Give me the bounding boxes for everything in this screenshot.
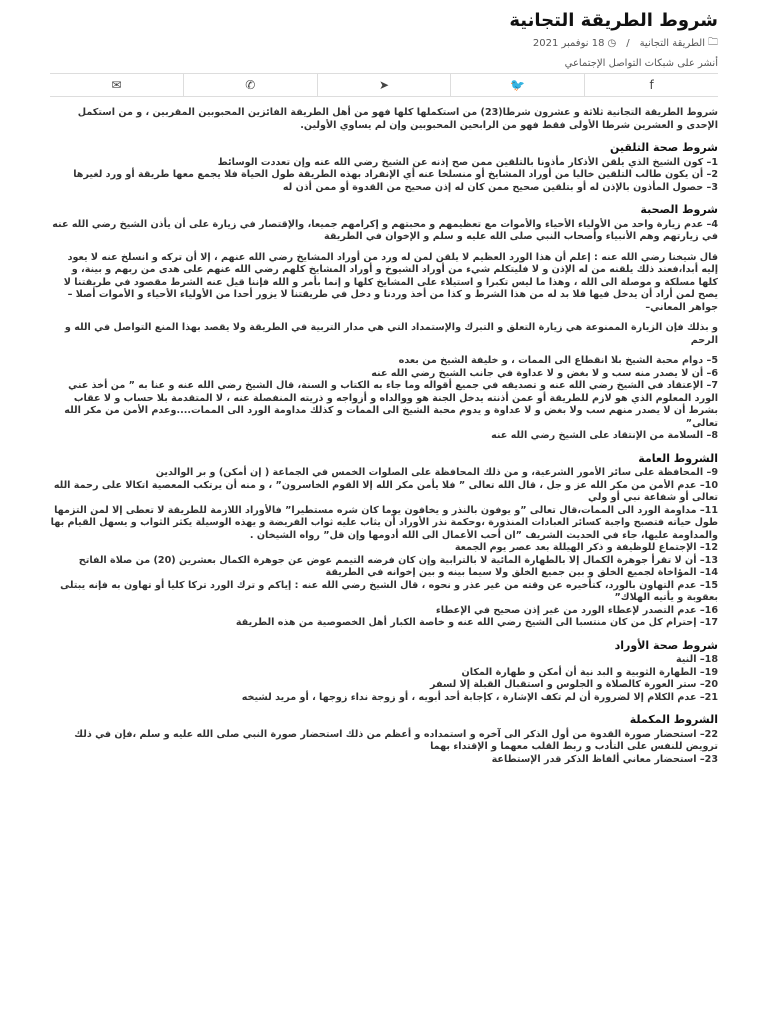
list-item: 4– عدم زيارة واحد من الأولياء الأحياء والأموات مع تعظيمهم و محبتهم و إكرامهم جميعا، والإقتصار في زيارة على أن يأذن الشيخ رضي الله عنه في زيارتهم وهم الأنبياء وأصحاب النبي صلى الله عليه و سلم و الإخوان في الطريقة <box>52 218 718 242</box>
category-link[interactable]: 🗀 الطريقة التجانية <box>640 35 718 52</box>
list-item: 21– عدم الكلام إلا لضرورة أن لم تكف الإشارة ، كإجابة أحد أبويه ، أو زوجة نداء زوجها ، أو مريد لشيخه <box>241 691 718 703</box>
list-item: 23– استحضار معاني ألفاظ الذكر قدر الإستطاعة <box>491 753 718 765</box>
list-item: 18– النية <box>675 654 718 665</box>
share-label: أنشر على شبكات التواصل الإجتماعي <box>564 58 718 69</box>
list-item: 8– السلامة من الإنتقاد على الشيخ رضي الله عنه <box>491 430 718 441</box>
facebook-icon: f <box>649 78 654 92</box>
quote-followup: و بذلك فإن الزيارة الممنوعة هي زيارة التعلق و التبرك والإستمداد التي هي مدار التربية في الطريقة ولا يقصد بهذا المنع التواصل في الله و الرحم <box>64 322 718 346</box>
section-heading: الشروط العامة <box>638 451 718 465</box>
article-meta <box>50 35 718 52</box>
quote-paragraph: قال شيخنا رضي الله عنه : إعلم أن هذا الورد العظيم لا يلقن لمن له ورد من أوراد المشايخ رضي الله عنهم ، إلا أن تركه و انسلخ عنه لا يعود إليه أبدا،فعند ذلك يلقنه من له الإذن و لا فليتكلم شيء من أوراد الشيوخ و أوراد المشايخ كلهم رضي الله عنهم على هدى من ربهم و بينة، و كلها مسلكة و موصلة الى الله ، وهذا ما ليس تكبرا و استيلاء على المشايخ كلها و إنما بأمر و الله فإننا قيل عنه الشرط مقصود في طريقتنا لا يصح لمن أراد أن يدخل فيها فلا بد له من هذا الشرط و كذا من أخذ وردنا و دخل في طريقتنا لا يزور أحدا من الأولياء الأحياء و الأموات أصلا –جواهر المعاني– <box>63 251 718 313</box>
list-item: 1– كون الشيخ الذي يلقن الأذكار مأذونا بالتلقين ممن صح إذنه عن الشيخ رضي الله عنه وإن تعددت الوسائط <box>217 156 718 168</box>
messenger-icon: ✉ <box>111 78 122 92</box>
list-item: 2– أن يكون طالب التلقين خاليا من أوراد المشايخ أو منسلخا عنه أي الإنفراد بهذه الطريقة طول الحياة فلا يجمع معها طريقة أو ورد لغيرها <box>73 169 718 180</box>
article-page <box>50 0 718 1024</box>
section-heading: شروط صحة التلقين <box>610 141 718 154</box>
twitter-icon: 🐦 <box>510 78 526 92</box>
telegram-icon: ➤ <box>378 78 390 92</box>
whatsapp-share-button[interactable] <box>183 74 317 96</box>
list-item: 20– ستر العورة كالصلاة و الجلوس و استقبال القبلة إلا لسفر <box>430 679 718 690</box>
twitter-share-button[interactable] <box>450 74 584 96</box>
telegram-share-button[interactable] <box>317 74 451 96</box>
section-heading: الشروط المكملة <box>629 713 718 726</box>
intro-paragraph: شروط الطريقة التجانية ثلاثة و عشرون شرطا(23) من استكملها كلها فهو من أهل الطريقة الفائزين المحبوبين المقربين ، و من استكمل الإحدى و العشرين شرطا الأولى فقط فهو من الرابحين المحبوبين وإن لم يساوي الأولين. <box>77 107 718 131</box>
list-item: 12– الإجتماع للوظيفة و ذكر الهيللة بعد عصر يوم الجمعة <box>454 542 718 553</box>
page-title: شروط الطريقة التجانية <box>509 10 718 31</box>
list-item: 22– استحضار صورة القدوة من أول الذكر الى آخره و استمداده و أعظم من ذلك استحضار صورة النبي صلى الله عليه و سلم ،فإن في ذلك ترويض للنفس على التأدب و ربط القلب معهما و الإقتداء بهما <box>74 728 718 752</box>
whatsapp-icon: ✆ <box>245 78 256 92</box>
list-item: 14– المؤاخاة لجميع الخلق و بين جميع الخلق ولا سيما بينه و بين إخوانه في الطريقة <box>325 567 718 578</box>
list-item: 3– حصول المأذون بالإذن له أو بتلقين صحيح ممن كان له إذن صحيح من القدوة أو ممن أذن له <box>282 181 718 193</box>
list-item: 7– الإعتقاد في الشيخ رضي الله عنه و تصديقه في جميع أقواله وما جاء به الكتاب و السنة، قال الشيخ رضي الله عنه و عنا به ” من أخذ عني الورد المعلوم الذي هو لازم للطريقة أو عمن أذنته يدخل الجنة هو ووالداه و أزواجه و ذريته المنفصلة عنه ، لا المتقدمة بلا حساب و لا عقاب بشرط أن لا يصدر منهم سب ولا بغض و لا عداوة و يدوم محبة الشيخ الى الممات و كذلك مداومة الورد الى الممات....وعدم الأمن من مكر الله تعالى” <box>64 380 718 429</box>
messenger-share-button[interactable] <box>50 74 183 96</box>
list-item: 6– أن لا يصدر منه سب و لا بغض و لا عداوة في جانب الشيخ رضي الله عنه <box>371 367 718 379</box>
folder-icon: 🗀 <box>708 37 718 48</box>
list-item: 11– مداومة الورد الى الممات،قال تعالى ”و يوفون بالنذر و يخافون يوما كان شره مستطيرا” فالأوراد اللازمة للطريقة لا تعطى إلا لمن التزمها طول حياته فتصبح واجبة كسائر العبادات المنذورة ،وحكمة نذر الأوراد أن يثاب عليه ثواب الفريضة و يهذه الوسيلة يكثر الثواب و يسهل القيام بها والمداومة عليها، جاء في الحديث الشريف ”ان أحب الأعمال الى الله أدومها وإن قل” رواه الشيخان . <box>50 504 718 541</box>
article-body <box>50 107 718 766</box>
facebook-share-button[interactable] <box>584 74 718 96</box>
list-item: 9– المحافظة على سائر الأمور الشرعية، و من ذلك المحافظة على الصلوات الخمس في الجماعة ( إن أمكن) و بر الوالدين <box>155 467 718 478</box>
section-heading: شروط الصحبة <box>640 203 718 216</box>
clock-icon: ◷ <box>607 38 617 49</box>
section-heading: شروط صحة الأوراد <box>614 638 718 652</box>
list-item: 16– عدم التصدر لإعطاء الورد من غير إذن صحيح في الإعطاء <box>435 604 718 616</box>
list-item: 13– أن لا تقرأ جوهرة الكمال إلا بالطهارة المائية لا بالترابية وإن كان فرضه التيمم عوض عن جوهرة الكمال بعشرين (20) من صلاة الفاتح <box>78 554 718 566</box>
list-item: 10– عدم الأمن من مكر الله عز و جل ، قال الله تعالى ” فلا يأمن مكر الله إلا القوم الخاسرون” ، و منه أن يرتكب المعصية اتكالا على رحمة الله تعالى أو شفاعة نبي أو ولي <box>53 479 718 503</box>
meta-separator: / <box>626 38 630 49</box>
list-item: 5– دوام محبة الشيخ بلا انقطاع الى الممات ، و خليفة الشيخ من بعده <box>398 355 718 366</box>
list-item: 15– عدم التهاون بالورد، كتأخيره عن وقته من غير عذر و نحوه ، قال الشيخ رضي الله عنه : إياكم و ترك الورد تركا كليا أو تهاون به فإنه يبتلى بعقوبة و يأتيه الهلاك” <box>60 579 718 603</box>
date-block: ◷ 18 نوفمبر 2021 <box>532 38 617 49</box>
list-item: 17– إحترام كل من كان منتسبا الى الشيخ رضي الله عنه و خاصة الكبار أهل الخصوصية من هذه الطريقة <box>235 617 718 628</box>
list-item: 19– الطهارة الثوبية و البد نية أن أمكن و طهارة المكان <box>461 666 718 678</box>
share-bar <box>50 73 718 97</box>
